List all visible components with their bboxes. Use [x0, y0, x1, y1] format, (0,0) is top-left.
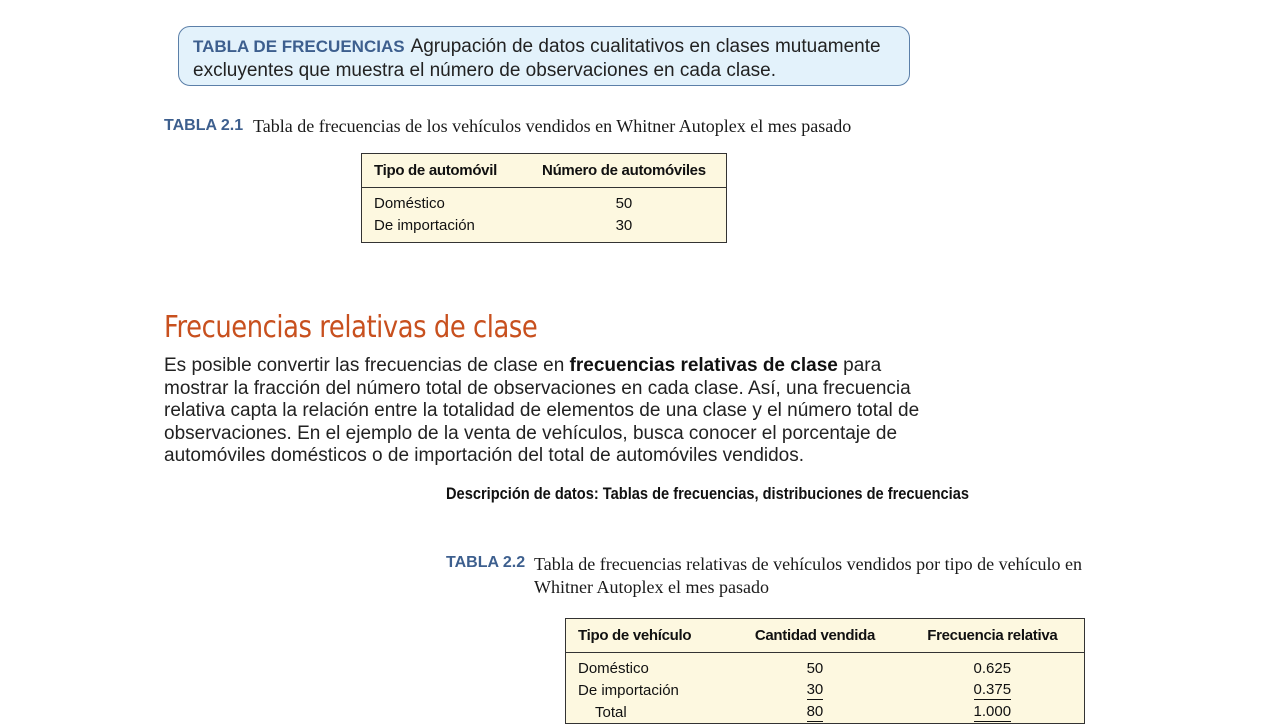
relative-frequency-cell: 0.625	[973, 659, 1012, 677]
section-heading: Frecuencias relativas de clase	[164, 310, 538, 345]
relative-frequency-cell: 0.375	[973, 680, 1012, 698]
table-row	[362, 188, 727, 215]
table-row	[566, 679, 1085, 701]
column-header: Cantidad vendida	[729, 619, 900, 653]
sold-cell: 30	[806, 680, 824, 698]
table-2-2-label: TABLA 2.2	[446, 554, 526, 571]
relative-frequency-cell: 1.000	[973, 702, 1012, 720]
table-2-2	[565, 618, 1085, 724]
column-header: Frecuencia relativa	[901, 619, 1085, 653]
column-header: Tipo de vehículo	[566, 619, 730, 653]
paragraph-bold-term: frecuencias relativas de clase	[569, 355, 838, 376]
vehicle-type-cell: Doméstico	[374, 194, 445, 212]
table-2-1	[361, 153, 727, 243]
definition-term: TABLA DE FRECUENCIAS	[193, 37, 405, 56]
table-2-1-label: TABLA 2.1	[164, 117, 244, 134]
table-row	[566, 701, 1085, 724]
definition-text: Agrupación de datos cualitativos en clases mutuamente excluyentes que muestra el número de observaciones en cada clase.	[193, 36, 881, 81]
running-head: Descripción de datos: Tablas de frecuencias, distribuciones de frecuencias	[446, 484, 969, 503]
column-header: Tipo de automóvil	[362, 154, 522, 188]
column-header: Número de automóviles	[522, 154, 727, 188]
paragraph-text-end: para mostrar la fracción del número total de observaciones en cada clase. Así, una frecuencia relativa capta la relación entre la totalidad de elementos de una clase y el número total de observaciones. En el ejemplo de la venta de vehículos, busca conocer el porcentaje de automóviles domésticos o de importación del total de automóviles vendidos.	[164, 355, 920, 466]
table-row	[362, 214, 727, 243]
vehicle-type-cell: De importación	[578, 681, 679, 699]
table-2-2-caption-text: Tabla de frecuencias relativas de vehículos vendidos por tipo de vehículo en Whitner Autoplex el mes pasado	[534, 554, 1083, 597]
vehicle-type-cell: De importación	[374, 216, 475, 234]
paragraph-text-start: Es posible convertir las frecuencias de clase en	[164, 355, 570, 376]
definition-box	[178, 26, 910, 86]
count-cell: 50	[615, 194, 633, 212]
section-paragraph	[164, 355, 924, 468]
table-2-1-caption-text: Tabla de frecuencias de los vehículos vendidos en Whitner Autoplex el mes pasado	[253, 116, 852, 136]
vehicle-type-cell: Doméstico	[578, 659, 649, 677]
sold-cell: 80	[806, 702, 824, 720]
table-row	[566, 653, 1085, 680]
count-cell: 30	[615, 216, 633, 234]
total-label-cell: Total	[595, 703, 627, 721]
sold-cell: 50	[806, 659, 824, 677]
